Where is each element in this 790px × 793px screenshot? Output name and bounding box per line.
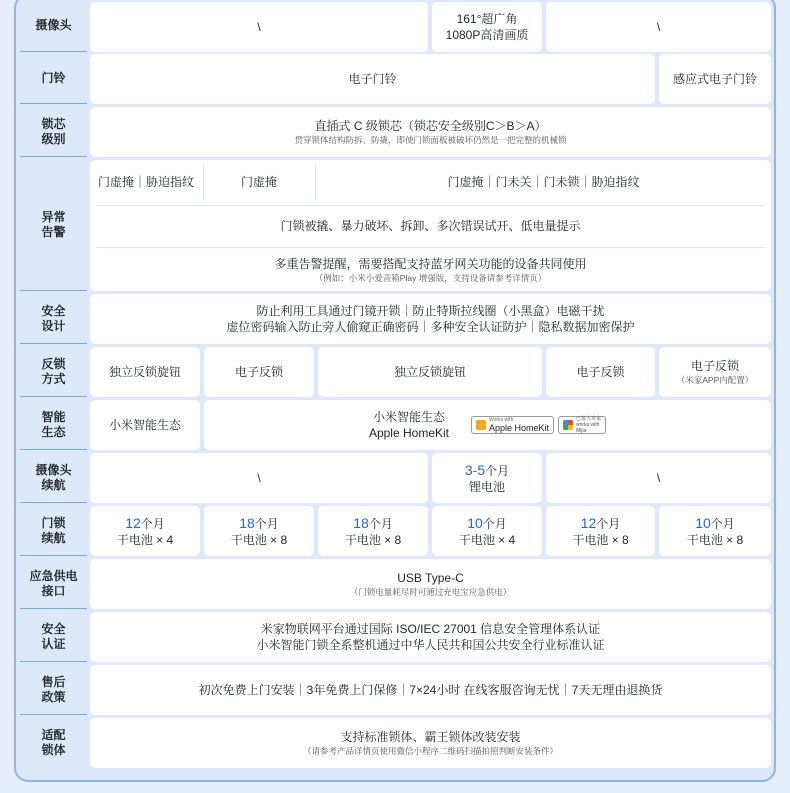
camera-cell-3: \ xyxy=(546,2,771,52)
locklife-cell-2: 18个月 干电池 × 8 xyxy=(204,506,314,556)
row-locklife xyxy=(0,506,790,556)
row-label-alarm: 异常 告警 xyxy=(20,160,87,291)
row-security xyxy=(0,294,790,344)
row-smart xyxy=(0,400,790,450)
camera-cell-1: \ xyxy=(90,2,428,52)
smart-cell-1: 小米智能生态 xyxy=(90,400,200,450)
service-cell: 初次免费上门安装｜3年免费上门保修｜7×24小时 在线客服咨询无忧｜7天无理由退换货 xyxy=(90,665,771,715)
mijia-badge: 已接入米家 works with Mijia xyxy=(558,416,606,434)
fit-cell: 支持标准锁体、霸王锁体改装安装 （请参考产品详情页使用微信小程序二维码扫描拍照判断安装条件） xyxy=(90,718,771,768)
row-label-camlife: 摄像头 续航 xyxy=(20,453,87,503)
row-label-emergency: 应急供电 接口 xyxy=(20,559,87,609)
row-label-antilock: 反锁 方式 xyxy=(20,347,87,397)
doorbell-cell-1: 电子门铃 xyxy=(90,54,655,104)
row-cert xyxy=(0,612,790,662)
mijia-icon xyxy=(563,420,573,430)
camlife-cell-1: \ xyxy=(90,453,428,503)
locklife-cell-6: 10个月 干电池 × 8 xyxy=(659,506,771,556)
antilock-cell-2: 电子反锁 xyxy=(204,347,314,397)
antilock-cell-3: 独立反锁旋钮 xyxy=(318,347,542,397)
alarm-r1-c2: 门虚掩 xyxy=(240,175,277,189)
cert-cell: 米家物联网平台通过国际 ISO/IEC 27001 信息安全管理体系认证 小米智能门锁全系整机通过中华人民共和国公共安全行业标准认证 xyxy=(90,612,771,662)
doorbell-cell-2: 感应式电子门铃 xyxy=(659,54,771,104)
antilock-cell-1: 独立反锁旋钮 xyxy=(90,347,200,397)
row-antilock xyxy=(0,347,790,397)
antilock-cell-5: 电子反锁 （米家APP内配置） xyxy=(659,347,771,397)
security-cell: 防止利用工具通过门镜开锁｜防止特斯拉线圈（小黑盒）电磁干扰 虚位密码输入防止旁人偷窥正确密码｜多种安全认证防护｜隐私数据加密保护 xyxy=(90,294,771,344)
row-service xyxy=(0,665,790,715)
row-label-security: 安全 设计 xyxy=(20,294,87,344)
locklife-cell-5: 12个月 干电池 × 8 xyxy=(546,506,655,556)
locklife-cell-1: 12个月 干电池 × 4 xyxy=(90,506,200,556)
camera-cell-2: 161°超广角 1080P高清画质 xyxy=(432,2,542,52)
camlife-cell-3: \ xyxy=(546,453,771,503)
lockcore-cell: 直插式 C 级锁芯（锁芯安全级别C＞B＞A） 贯穿锁体结构防拆、防撬，即使门锁面板被破坏仍然是一把完整的机械锁 xyxy=(90,107,771,157)
row-lockcore xyxy=(0,107,790,157)
homekit-icon xyxy=(476,420,486,430)
emergency-cell: USB Type-C （门锁电量耗尽时可通过充电宝应急供电） xyxy=(90,559,771,609)
row-label-lockcore: 锁芯 级别 xyxy=(20,107,87,157)
row-alarm xyxy=(0,160,790,291)
row-label-service: 售后 政策 xyxy=(20,665,87,715)
row-label-locklife: 门锁 续航 xyxy=(20,506,87,556)
row-label-smart: 智能 生态 xyxy=(20,400,87,450)
alarm-block xyxy=(90,160,771,291)
row-doorbell xyxy=(0,54,790,104)
locklife-cell-4: 10个月 干电池 × 4 xyxy=(432,506,542,556)
row-label-fit: 适配 锁体 xyxy=(20,718,87,768)
alarm-r1-c1: 门虚掩｜胁迫指纹 xyxy=(97,175,194,189)
alarm-r3: 多重告警提醒，需要搭配支持蓝牙网关功能的设备共同使用 （例如：小米小爱音箱Play 增强版，支持设备请参考详情页） xyxy=(274,256,587,283)
alarm-r2: 门锁被撬、暴力破坏、拆卸、多次错误试开、低电量提示 xyxy=(280,219,581,233)
locklife-cell-3: 18个月 干电池 × 8 xyxy=(318,506,428,556)
row-fit xyxy=(0,718,790,768)
homekit-badge: Works with Apple HomeKit xyxy=(471,416,554,434)
row-camlife xyxy=(0,453,790,503)
alarm-r1-c3: 门虚掩｜门未关｜门未锁｜胁迫指纹 xyxy=(447,175,640,189)
row-emergency xyxy=(0,559,790,609)
row-label-doorbell: 门铃 xyxy=(20,54,87,104)
camlife-cell-2: 3-5个月 锂电池 xyxy=(432,453,542,503)
row-label-cert: 安全 认证 xyxy=(20,612,87,662)
row-label-camera: 摄像头 xyxy=(20,0,87,52)
antilock-cell-4: 电子反锁 xyxy=(546,347,655,397)
row-camera xyxy=(0,0,790,52)
smart-cell-2: 小米智能生态 Apple HomeKit Works with Apple HomeKit 已接入米家 works with Mijia xyxy=(204,400,771,450)
